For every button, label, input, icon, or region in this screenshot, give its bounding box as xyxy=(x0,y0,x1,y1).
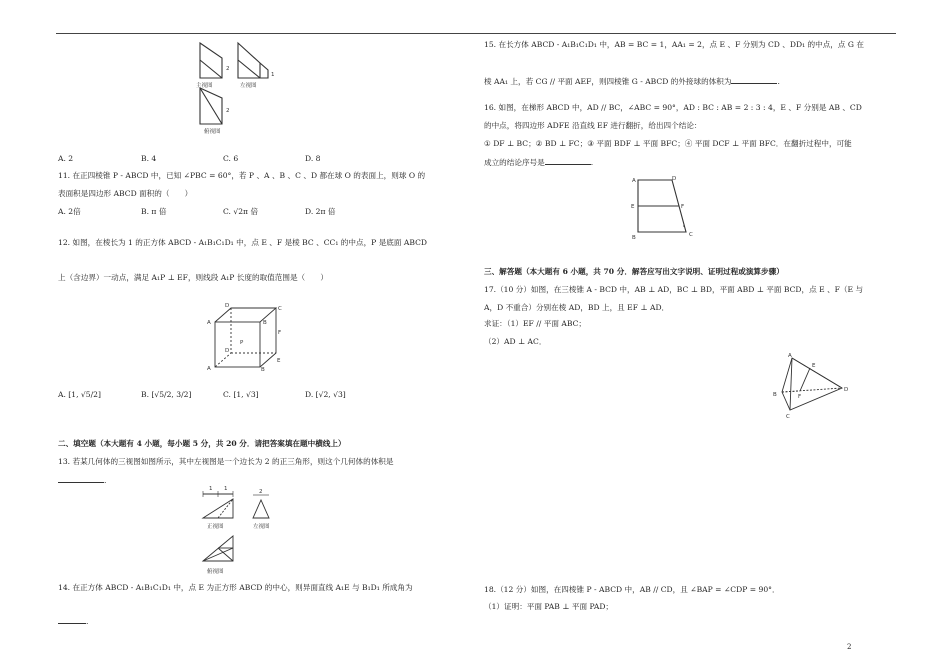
q16-text-line2: 的中点，将四边形 ADFE 沿直线 EF 进行翻折，给出四个结论： xyxy=(484,121,702,130)
fig16-label-d: D xyxy=(672,176,677,182)
q17-text-line4: （2）AD ⊥ AC． xyxy=(484,337,547,346)
q11-option-a: A. 2倍 xyxy=(58,207,81,216)
fig16-label-a: A xyxy=(632,178,636,184)
q17-text-line1: 17.（10 分）如图，在三棱锥 A - BCD 中，AB ⊥ AD，BC ⊥ BD，平面 ABD ⊥ 平面 BCD，点 E 、F（E 与 xyxy=(484,285,864,294)
q14-answer-blank: . xyxy=(58,617,88,627)
q10-option-b: B. 4 xyxy=(141,154,157,163)
section-fill-in-heading: 二、填空题（本大题有 4 小题，每小题 5 分，共 20 分．请把答案填在题中横线上） xyxy=(58,439,346,448)
q10-option-d: D. 8 xyxy=(305,154,321,163)
fig10-dim-3: 2 xyxy=(226,108,230,114)
fig17-label-c: C xyxy=(786,414,790,420)
q17-text-line2: A，D 不重合）分别在棱 AD，BD 上，且 EF ⊥ AD． xyxy=(484,303,670,312)
q12-text-line1: 12. 如图，在棱长为 1 的正方体 ABCD - A₁B₁C₁D₁ 中，点 E 、F 是棱 BC 、CC₁ 的中点，P 是底面 ABCD xyxy=(58,238,427,247)
fig12-label-b: B xyxy=(261,367,265,373)
q16-text-line4-content: 成立的结论序号是 xyxy=(484,158,545,167)
q16-text-line1: 16. 如图，在梯形 ABCD 中，AD // BC，∠ABC = 90°，AD : BC : AB = 2 : 3 : 4，E 、F 分别是 AB 、CD xyxy=(484,103,862,112)
fig13-front-label: 正视图 xyxy=(207,524,224,530)
q10-option-a: A. 2 xyxy=(58,154,74,163)
fig17-label-a: A xyxy=(788,353,792,359)
fig12-label-f: F xyxy=(278,330,282,336)
fig16-label-b: B xyxy=(632,235,636,241)
q16-trapezoid-figure xyxy=(628,174,708,244)
fig16-label-e: E xyxy=(631,204,635,210)
q12-text-line2: 上（含边界）一动点，满足 A₁P ⊥ EF，则线段 A₁P 长度的取值范围是（ ） xyxy=(58,273,328,282)
fig12-label-c1: C xyxy=(278,306,282,312)
q13-answer-blank: . xyxy=(58,476,106,486)
q13-three-view-figure xyxy=(195,486,285,581)
fig12-label-e: E xyxy=(277,358,281,364)
fig10-dim-2: 1 xyxy=(271,72,275,78)
q13-text-line1: 13. 若某几何体的三视图如图所示，其中左视图是一个边长为 2 的正三角形，则这个几何体的体积是 xyxy=(58,457,394,466)
q11-text-line2: 表面积是四边形 ABCD 面积的（ ） xyxy=(58,189,193,198)
fig10-top-label: 俯视图 xyxy=(204,129,221,135)
q18-text-line1: 18.（12 分）如图，在四棱锥 P - ABCD 中，AB // CD，且 ∠BAP = ∠CDP = 90°． xyxy=(484,585,780,594)
fig10-side-label: 左视图 xyxy=(240,83,257,89)
q15-text-line1: 15. 在长方体 ABCD - A₁B₁C₁D₁ 中，AB = BC = 1，AA₁ = 2，点 E 、F 分别为 CD 、DD₁ 的中点，点 G 在 xyxy=(484,40,864,49)
q15-text-line2: 棱 AA₁ 上，若 CG // 平面 AEF，则四棱锥 G - ABCD 的外接球的体积为 . xyxy=(484,77,780,86)
q12-option-a: A. [1, √5/2] xyxy=(58,390,101,399)
fig17-label-d: D xyxy=(844,387,849,393)
fig12-label-d1: D xyxy=(225,303,230,309)
header-rule xyxy=(56,33,896,34)
fig13-dim-2: 1 xyxy=(224,486,228,492)
fig12-label-d: D xyxy=(225,348,230,354)
fig16-label-f: F xyxy=(681,204,685,210)
q10-option-c: C. 6 xyxy=(223,154,239,163)
q12-option-c: C. [1, √3] xyxy=(223,390,259,399)
q17-text-line3: 求证：（1）EF // 平面 ABC； xyxy=(484,319,586,328)
fig17-label-e: E xyxy=(812,363,816,369)
fig17-label-b: B xyxy=(773,392,777,398)
q11-option-d: D. 2π 倍 xyxy=(305,207,336,216)
q16-text-line3: ① DF ⊥ BC；② BD ⊥ FC；③ 平面 BDF ⊥ 平面 BFC；④ 平面 DCF ⊥ 平面 BFC．在翻折过程中，可能 xyxy=(484,139,852,148)
q11-option-c: C. √2π 倍 xyxy=(223,207,259,216)
fig12-label-b1: B xyxy=(263,320,267,326)
fig13-side-label: 左视图 xyxy=(253,524,270,530)
fig12-label-a1: A xyxy=(207,320,211,326)
fig16-label-c: C xyxy=(689,232,693,238)
q10-three-view-figure xyxy=(190,40,290,135)
q11-text-line1: 11. 在正四棱锥 P - ABCD 中，已知 ∠PBC = 60°，若 P 、A 、B 、C 、D 都在球 O 的表面上，则球 O 的 xyxy=(58,171,426,180)
q16-text-line4: 成立的结论序号是 . xyxy=(484,158,594,167)
fig13-dim-1: 1 xyxy=(209,486,213,492)
q15-text-line2-content: 棱 AA₁ 上，若 CG // 平面 AEF，则四棱锥 G - ABCD 的外接球的体积为 xyxy=(484,77,732,86)
q14-text-line1: 14. 在正方体 ABCD - A₁B₁C₁D₁ 中，点 E 为正方形 ABCD 的中心，则异面直线 A₁E 与 B₁D₁ 所成角为 xyxy=(58,583,413,592)
q12-option-b: B. [√5/2, 3/2] xyxy=(141,390,192,399)
q11-option-b: B. π 倍 xyxy=(141,207,167,216)
fig17-label-f: F xyxy=(798,394,802,400)
fig10-front-label: 主视图 xyxy=(196,83,213,89)
q12-option-d: D. [√2, √3] xyxy=(305,390,346,399)
q17-pyramid-figure xyxy=(770,352,850,422)
fig13-top-label: 俯视图 xyxy=(207,569,224,575)
q18-text-line2: （1）证明：平面 PAB ⊥ 平面 PAD； xyxy=(484,602,614,611)
page-number: 2 xyxy=(847,643,852,651)
fig12-label-a: A xyxy=(207,366,211,372)
section-answer-heading: 三、解答题（本大题有 6 小题，共 70 分．解答应写出文字说明、证明过程或演算步骤） xyxy=(484,267,784,276)
fig10-dim-1: 2 xyxy=(226,66,230,72)
fig13-dim-3: 2 xyxy=(259,489,263,495)
q12-cube-figure xyxy=(203,302,283,372)
fig12-label-p: P xyxy=(240,340,244,346)
